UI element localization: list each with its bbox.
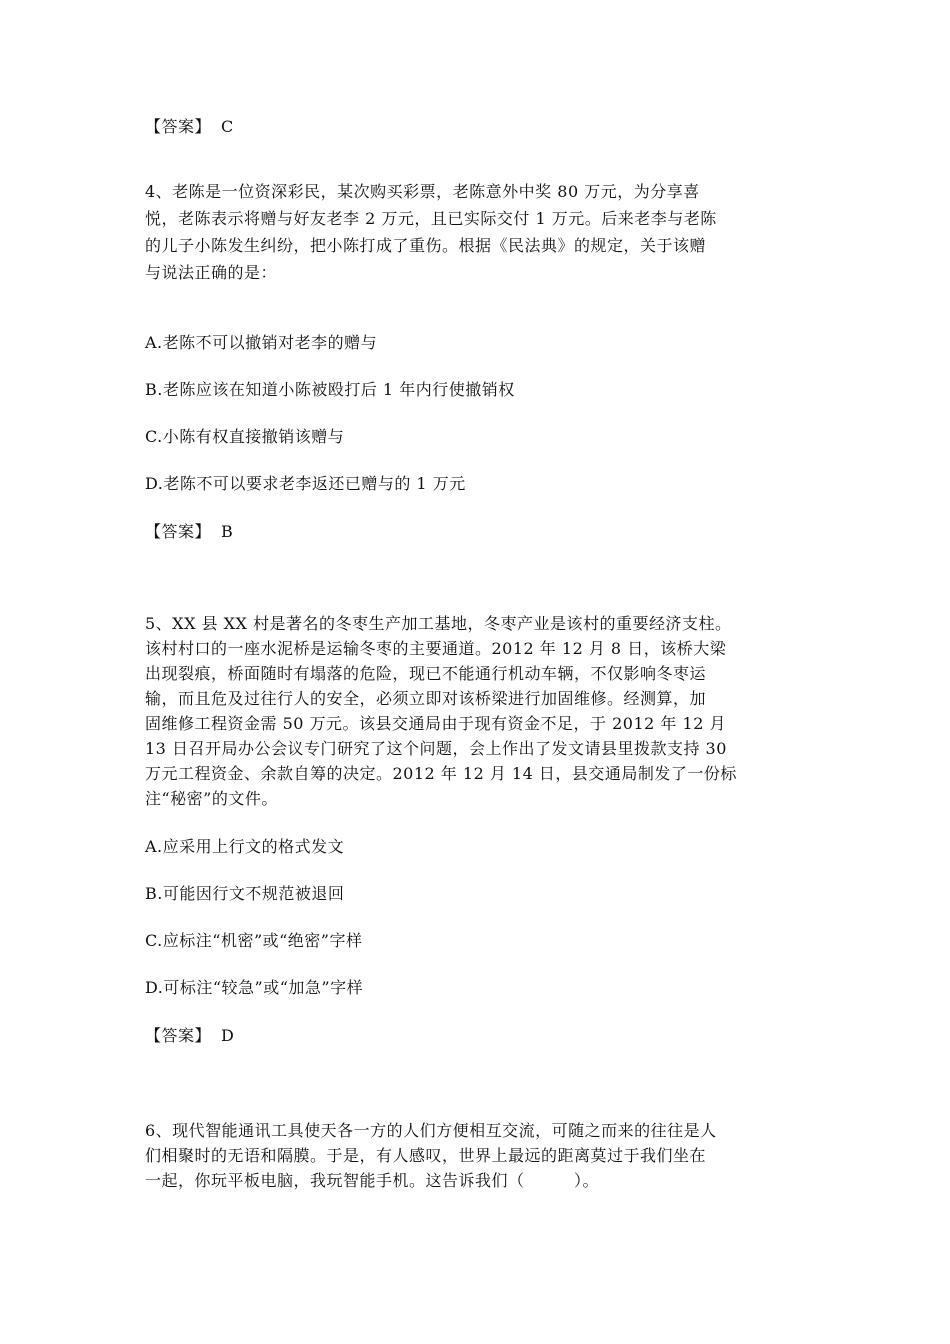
answer-line bbox=[145, 117, 234, 137]
option-d: D.老陈不可以要求老李返还已赠与的 1 万元 bbox=[145, 474, 466, 493]
answer-value: D bbox=[221, 1026, 235, 1045]
option-c: C.小陈有权直接撤销该赠与 bbox=[145, 427, 345, 446]
question-stem-line: 固维修工程资金需 50 万元。该县交通局由于现有资金不足，于 2012 年 12 月 bbox=[145, 714, 726, 733]
question-stem-line: 4、老陈是一位资深彩民，某次购买彩票，老陈意外中奖 80 万元，为分享喜 bbox=[145, 182, 700, 201]
question-stem-line: 一起，你玩平板电脑，我玩智能手机。这告诉我们（ ）。 bbox=[145, 1171, 600, 1190]
question-stem-line: 13 日召开局办公会议专门研究了这个问题，会上作出了发文请县里拨款支持 30 bbox=[145, 739, 727, 758]
answer-line bbox=[145, 1026, 234, 1046]
option-b: B.老陈应该在知道小陈被殴打后 1 年内行使撤销权 bbox=[145, 380, 515, 399]
question-stem-line: 与说法正确的是： bbox=[145, 263, 278, 282]
answer-line bbox=[145, 522, 233, 542]
question-stem-line: 5、XX 县 XX 村是著名的冬枣生产加工基地，冬枣产业是该村的重要经济支柱。 bbox=[145, 614, 732, 633]
question-stem-line: 们相聚时的无语和隔膜。于是，有人感叹，世界上最远的距离莫过于我们坐在 bbox=[145, 1146, 707, 1165]
option-a: A.老陈不可以撤销对老李的赠与 bbox=[145, 333, 378, 352]
option-c: C.应标注“机密”或“绝密”字样 bbox=[145, 931, 363, 950]
question-stem-line: 输，而且危及过往行人的安全，必须立即对该桥梁进行加固维修。经测算，加 bbox=[145, 689, 707, 708]
question-stem-line: 注“秘密”的文件。 bbox=[145, 789, 278, 808]
answer-value: C bbox=[221, 117, 234, 136]
option-a: A.应采用上行文的格式发文 bbox=[145, 837, 345, 856]
question-stem-line: 6、现代智能通讯工具使天各一方的人们方便相互交流，可随之而来的往往是人 bbox=[145, 1121, 717, 1140]
answer-label: 【答案】 bbox=[145, 1026, 212, 1045]
question-stem-line: 悦，老陈表示将赠与好友老李 2 万元，且已实际交付 1 万元。后来老李与老陈 bbox=[145, 209, 717, 228]
option-b: B.可能因行文不规范被退回 bbox=[145, 884, 345, 903]
question-stem-line: 万元工程资金、余款自筹的决定。2012 年 12 月 14 日，县交通局制发了一份标 bbox=[145, 764, 737, 783]
answer-label: 【答案】 bbox=[145, 117, 212, 136]
answer-label: 【答案】 bbox=[145, 522, 212, 541]
option-d: D.可标注“较急”或“加急”字样 bbox=[145, 978, 364, 997]
question-stem-line: 的儿子小陈发生纠纷，把小陈打成了重伤。根据《民法典》的规定，关于该赠 bbox=[145, 236, 707, 255]
question-stem-line: 出现裂痕，桥面随时有塌落的危险，现已不能通行机动车辆，不仅影响冬枣运 bbox=[145, 664, 707, 683]
answer-value: B bbox=[221, 522, 234, 541]
question-stem-line: 该村村口的一座水泥桥是运输冬枣的主要通道。2012 年 12 月 8 日，该桥大梁 bbox=[145, 639, 727, 658]
